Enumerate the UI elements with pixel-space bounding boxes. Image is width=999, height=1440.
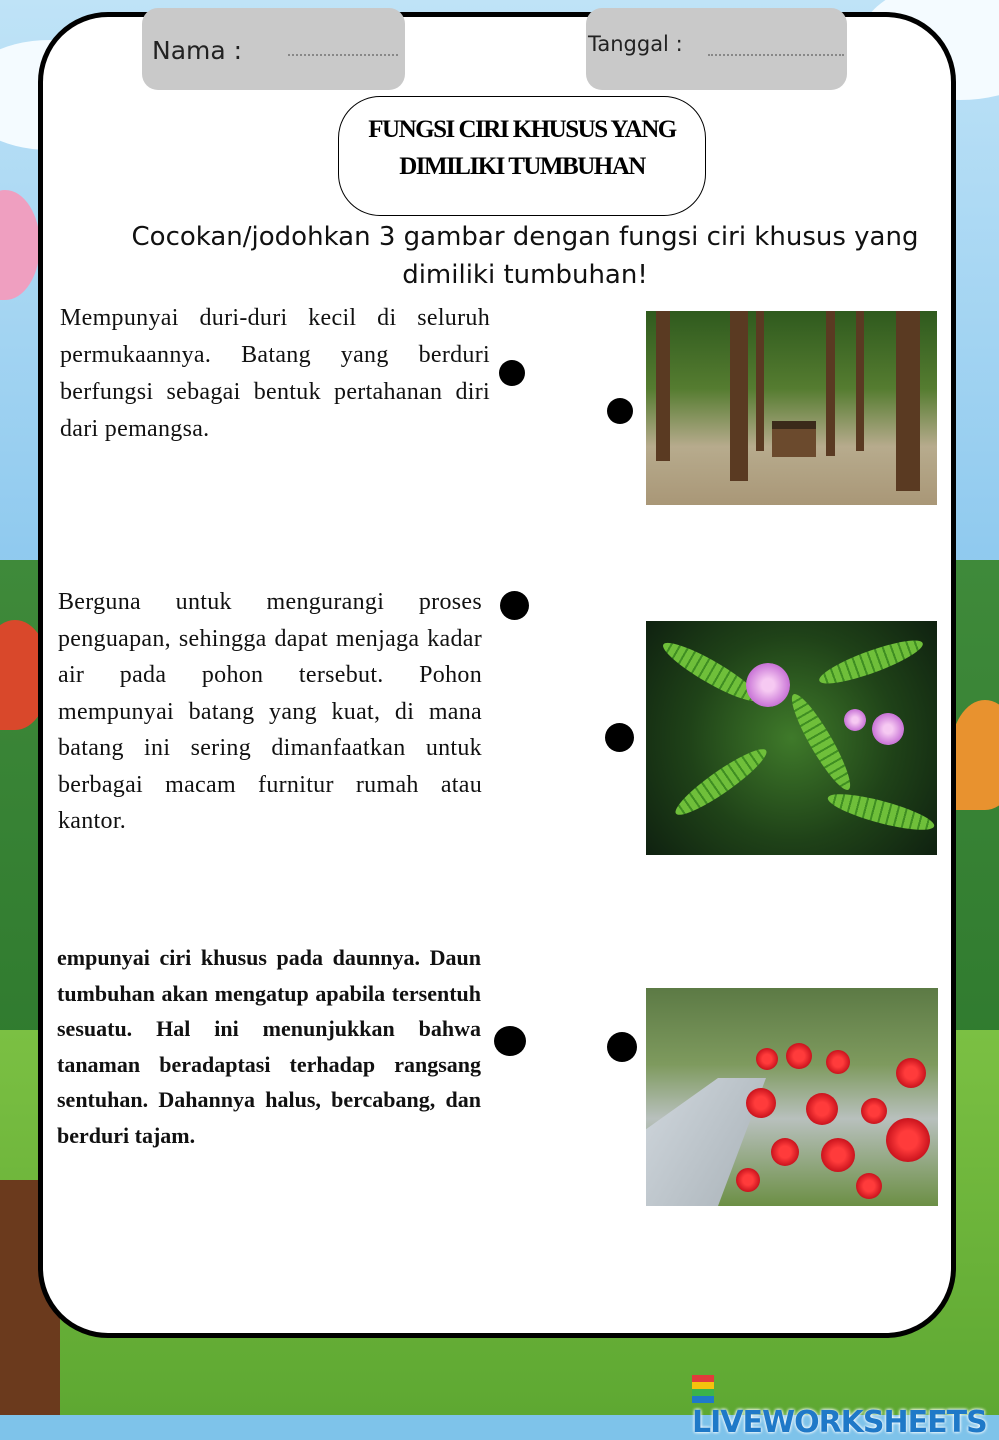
statement-1-connector-dot[interactable] bbox=[499, 360, 525, 386]
worksheet-title bbox=[338, 96, 706, 216]
liveworksheets-brand-text: LIVEWORKSHEETS bbox=[692, 1405, 987, 1440]
image-3-connector-dot[interactable] bbox=[607, 1032, 637, 1062]
statement-2-connector-dot[interactable] bbox=[500, 591, 529, 620]
red-roses-image bbox=[646, 988, 938, 1206]
title-line-1: FUNGSI CIRI KHUSUS YANG bbox=[368, 116, 676, 143]
date-box bbox=[586, 8, 847, 90]
title-line-2: DIMILIKI TUMBUHAN bbox=[399, 153, 645, 180]
liveworksheets-icon bbox=[692, 1375, 714, 1403]
date-field[interactable] bbox=[708, 54, 844, 56]
image-1-connector-dot[interactable] bbox=[607, 398, 633, 424]
name-label: Nama : bbox=[152, 36, 243, 65]
liveworksheets-logo bbox=[692, 1370, 999, 1440]
statement-2: Berguna untuk mengurangi proses penguapan, sehingga dapat menjaga kadar air pada pohon tersebut. Pohon mempunyai batang yang kuat, di mana batang ini sering dimanfaatkan untuk berbagai macam furnitur rumah atau kantor. bbox=[58, 589, 482, 834]
name-field[interactable] bbox=[288, 54, 398, 56]
forest-trees-image bbox=[646, 311, 937, 505]
statement-3-connector-dot[interactable] bbox=[494, 1026, 526, 1056]
statement-1: Mempunyai duri-duri kecil di seluruh permukaannya. Batang yang berduri berfungsi sebagai bentuk pertahanan diri dari pemangsa. bbox=[60, 305, 490, 442]
date-label: Tanggal : bbox=[588, 32, 683, 56]
instruction-text: Cocokan/jodohkan 3 gambar dengan fungsi ciri khusus yang dimiliki tumbuhan! bbox=[131, 222, 919, 290]
mimosa-plant-image bbox=[646, 621, 937, 855]
name-box bbox=[142, 8, 405, 90]
image-2-connector-dot[interactable] bbox=[605, 723, 634, 752]
statement-3: empunyai ciri khusus pada daunnya. Daun tumbuhan akan mengatup apabila tersentuh sesuatu. Hal ini menunjukkan bahwa tanaman beradaptasi terhadap rangsang sentuhan. Dahannya halus, bercabang, dan berduri tajam. bbox=[57, 945, 481, 1148]
